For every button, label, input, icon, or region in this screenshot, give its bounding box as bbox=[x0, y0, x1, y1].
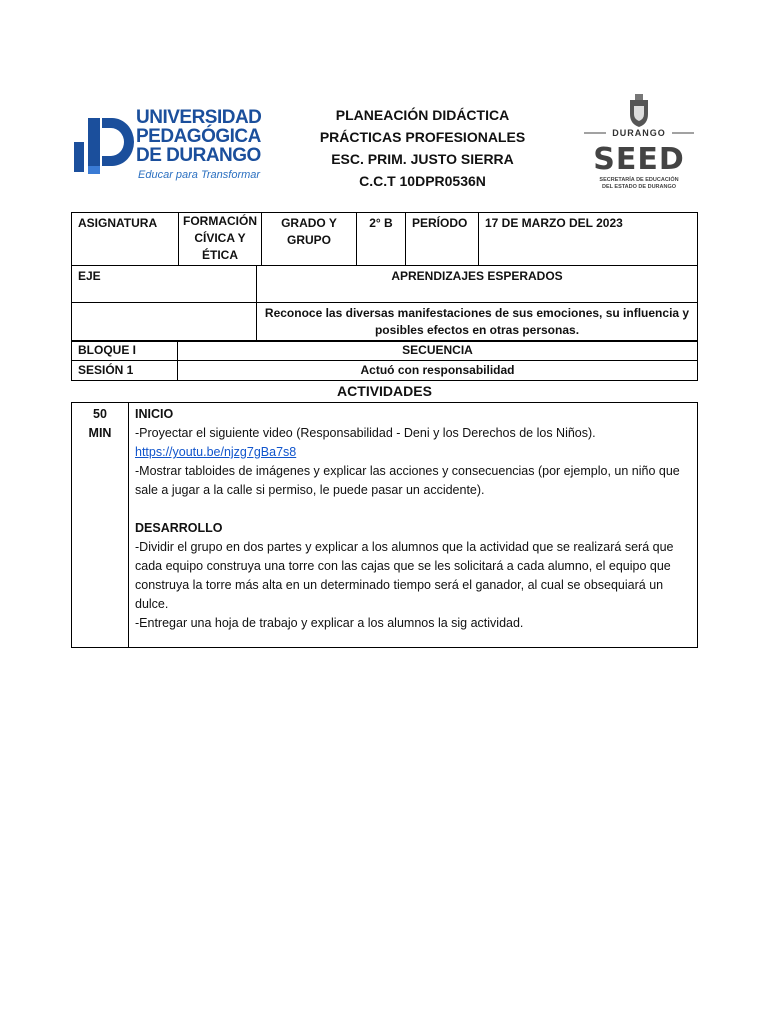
header-line-2: PRÁCTICAS PROFESIONALES bbox=[319, 129, 526, 145]
asignatura-value: FORMACIÓN CÍVICA Y ÉTICA bbox=[179, 213, 262, 266]
durango-crest-icon bbox=[624, 94, 654, 128]
upd-slogan: Educar para Transformar bbox=[138, 169, 261, 181]
bloque-label: BLOQUE I bbox=[72, 341, 178, 361]
inicio-step-1: -Proyectar el siguiente video (Responsabilidad - Deni y los Derechos de los Niños). bbox=[135, 426, 596, 440]
sesion-value: Actuó con responsabilidad bbox=[178, 361, 698, 381]
header-line-3: ESC. PRIM. JUSTO SIERRA bbox=[331, 151, 514, 167]
time-unit: MIN bbox=[88, 426, 112, 440]
header-line-4: C.C.T 10DPR0536N bbox=[359, 173, 486, 189]
grado-value: 2° B bbox=[357, 213, 406, 266]
desarrollo-step-1: -Dividir el grupo en dos partes y explicar a los alumnos que la actividad que se realizará será que cada equipo construya una torre con las cajas que se les solicitará a cada alumno, el equipo que construya la torre más alta en un determinado tiempo será el ganador, al cual se obsequiará un dulce. bbox=[135, 540, 674, 611]
periodo-label: PERÍODO bbox=[406, 213, 479, 266]
asignatura-label: ASIGNATURA bbox=[72, 213, 179, 266]
eje-label: EJE bbox=[72, 266, 257, 303]
document-header bbox=[250, 104, 595, 192]
desarrollo-title: DESARROLLO bbox=[135, 521, 223, 535]
upd-logo bbox=[72, 106, 272, 184]
inicio-step-2: -Mostrar tabloides de imágenes y explicar las acciones y consecuencias (por ejemplo, un niño que sale a jugar a la calle si permiso, le puede pasar un accidente). bbox=[135, 464, 680, 497]
info-table-row-3 bbox=[71, 340, 698, 381]
aprendizajes-value: Reconoce las diversas manifestaciones de sus emociones, su influencia y posibles efectos en otras personas. bbox=[257, 303, 698, 342]
seed-durango-label: DURANGO bbox=[612, 128, 666, 138]
aprendizajes-label: APRENDIZAJES ESPERADOS bbox=[257, 266, 698, 303]
seed-subtitle: SECRETARÍA DE EDUCACIÓN DEL ESTADO DE DURANGO bbox=[599, 177, 679, 190]
upd-emblem-icon bbox=[72, 108, 134, 178]
secuencia-label: SECUENCIA bbox=[178, 341, 698, 361]
video-link[interactable]: https://youtu.be/njzg7gBa7s8 bbox=[135, 445, 297, 459]
seed-logo bbox=[580, 94, 698, 194]
periodo-value: 17 DE MARZO DEL 2023 bbox=[479, 213, 698, 266]
info-table-row-2 bbox=[71, 265, 698, 342]
header-line-1: PLANEACIÓN DIDÁCTICA bbox=[335, 107, 510, 123]
actividades-title: ACTIVIDADES bbox=[337, 383, 432, 399]
activity-description bbox=[129, 403, 698, 648]
info-table-row-1 bbox=[71, 212, 698, 266]
actividades-table bbox=[71, 402, 698, 648]
upd-name: UNIVERSIDAD PEDAGÓGICA DE DURANGO bbox=[136, 107, 262, 166]
inicio-title: INICIO bbox=[135, 407, 174, 421]
desarrollo-step-2: -Entregar una hoja de trabajo y explicar a los alumnos la sig actividad. bbox=[135, 616, 524, 630]
seed-wordmark: SEED bbox=[593, 142, 685, 177]
grado-label: GRADO Y GRUPO bbox=[262, 213, 357, 266]
activity-time bbox=[72, 403, 129, 648]
eje-value bbox=[72, 303, 257, 342]
sesion-label: SESIÓN 1 bbox=[72, 361, 178, 381]
time-value: 50 bbox=[93, 407, 107, 421]
